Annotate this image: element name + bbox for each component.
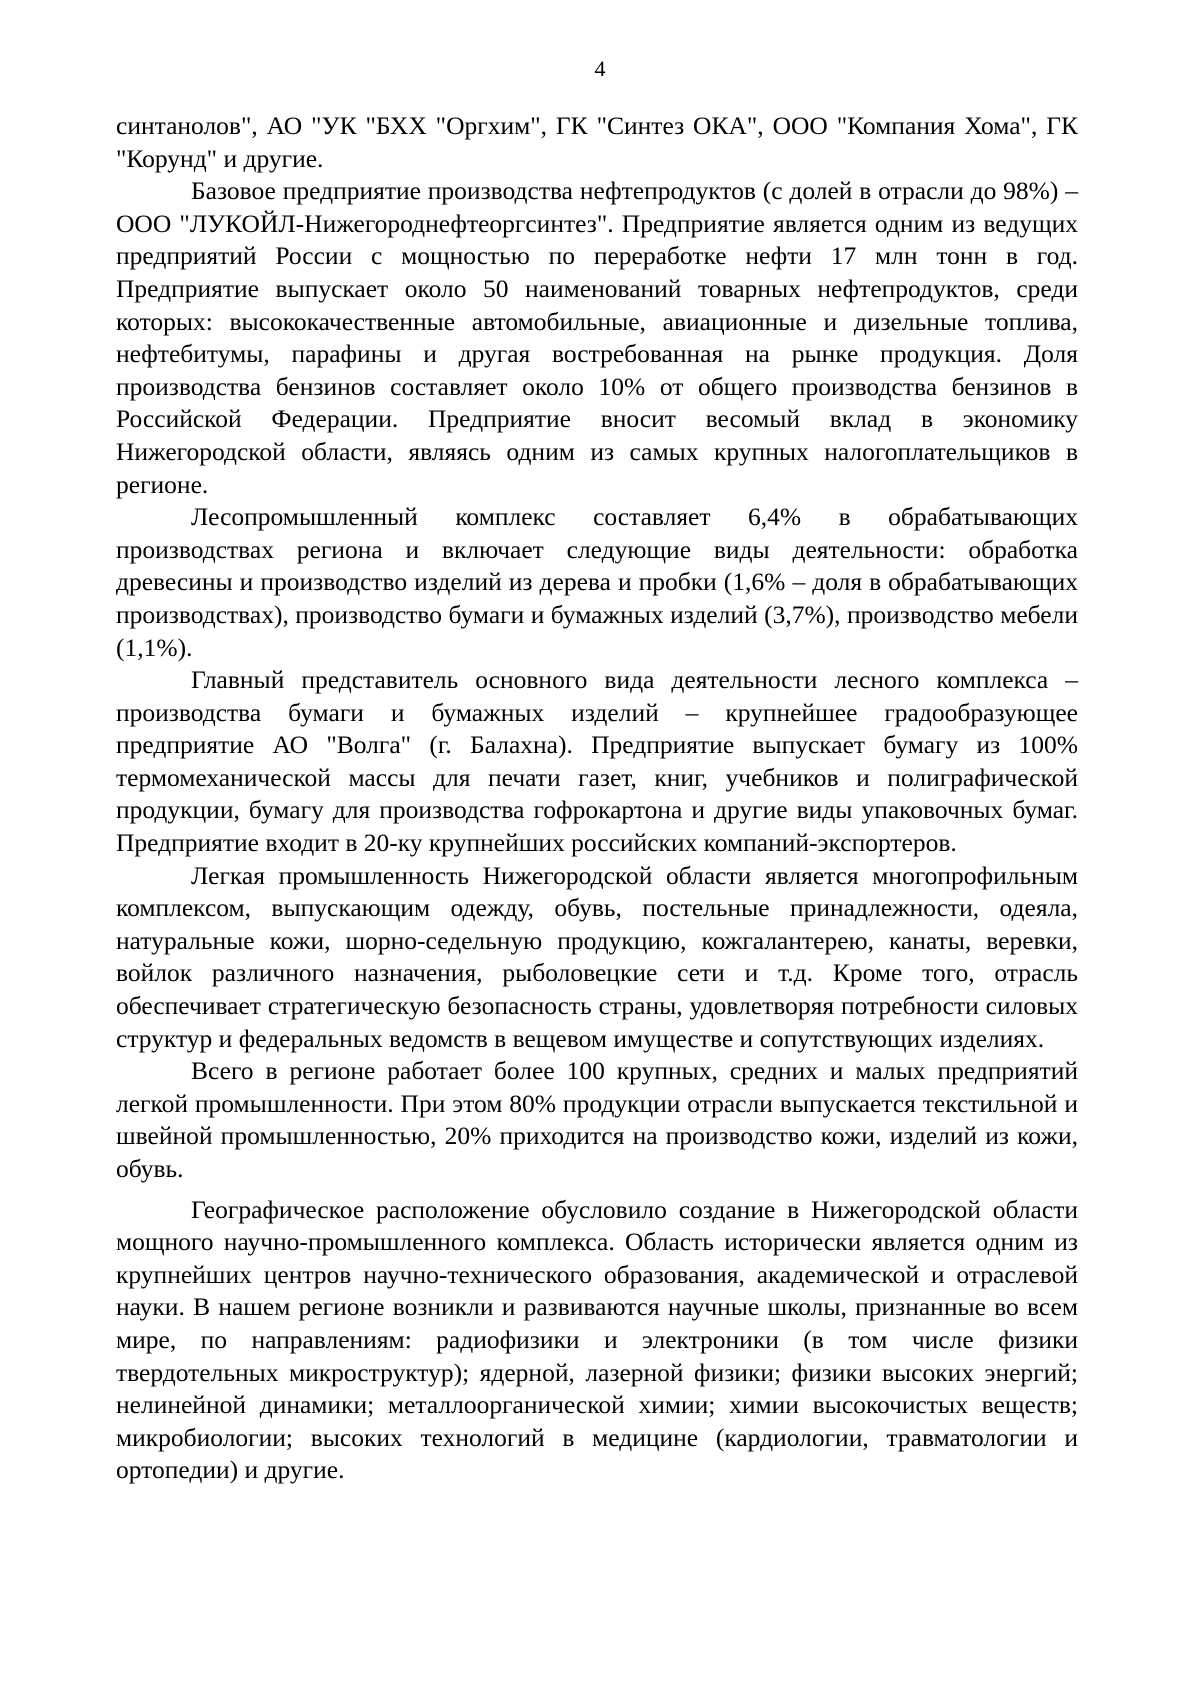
page-number: 4	[594, 56, 606, 81]
paragraph-paper-enterprise: Главный представитель основного вида деятельности лесного комплекса – производства бумаги и бумажных изделий – крупнейшее градообразующее предприятие АО "Волга" (г. Балахна). Предприятие выпускает бумагу из 100% термомеханической массы для печати газет, книг, учебников и полиграфической продукции, бумагу для производства гофрокартона и другие виды упаковочных бумаг. Предприятие входит в 20-ку крупнейших российских компаний-экспортеров.	[116, 665, 1078, 858]
paragraph-light-industry: Легкая промышленность Нижегородской области является многопрофильным комплексом, выпускающим одежду, обувь, постельные принадлежности, одеяла, натуральные кожи, шорно-седельную продукцию, кожгалантерею, канаты, веревки, войлок различного назначения, рыболовецкие сети и т.д. Кроме того, отрасль обеспечивает стратегическую безопасность страны, удовлетворяя потребности силовых структур и федеральных ведомств в вещевом имуществе и сопутствующих изделиях.	[116, 860, 1078, 1053]
paragraph-oil-refining: Базовое предприятие производства нефтепродуктов (с долей в отрасли до 98%) – ООО "ЛУКОЙЛ-Нижегороднефтеоргсинтез". Предприятие является одним из ведущих предприятий России с мощностью по переработке нефти 17 млн тонн в год. Предприятие выпускает около 50 наименований товарных нефтепродуктов, среди которых: высококачественные автомобильные, авиационные и дизельные топлива, нефтебитумы, парафины и другая востребованная на рынке продукция. Доля производства бензинов составляет около 10% от общего производства бензинов в Российской Федерации. Предприятие вносит весомый вклад в экономику Нижегородской области, являясь одним из самых крупных налогоплательщиков в регионе.	[116, 176, 1078, 499]
paragraph-light-industry-stats: Всего в регионе работает более 100 крупных, средних и малых предприятий легкой промышленности. При этом 80% продукции отрасли выпускается текстильной и швейной промышленностью, 20% приходится на производство кожи, изделий из кожи, обувь.	[116, 1056, 1078, 1183]
paragraph-continuation: синтанолов", АО "УК "БХХ "Оргхим", ГК "Синтез ОКА", ООО "Компания Хома", ГК "Корунд" и другие.	[116, 111, 1078, 173]
document-body	[116, 110, 1078, 1487]
paragraph-timber-complex: Лесопромышленный комплекс составляет 6,4% в обрабатывающих производствах региона и включает следующие виды деятельности: обработка древесины и производство изделий из дерева и пробки (1,6% – доля в обрабатывающих производствах), производство бумаги и бумажных изделий (3,7%), производство мебели (1,1%).	[116, 502, 1078, 662]
paragraph-science-complex: Географическое расположение обусловило создание в Нижегородской области мощного научно-промышленного комплекса. Область исторически является одним из крупнейших центров научно-технического образования, академической и отраслевой науки. В нашем регионе возникли и развиваются научные школы, признанные во всем мире, по направлениям: радиофизики и электроники (в том числе физики твердотельных микроструктур); ядерной, лазерной физики; физики высоких энергий; нелинейной динамики; металлоорганической химии; химии высокочистых веществ; микробиологии; высоких технологий в медицине (кардиологии, травматологии и ортопедии) и другие.	[116, 1194, 1078, 1485]
